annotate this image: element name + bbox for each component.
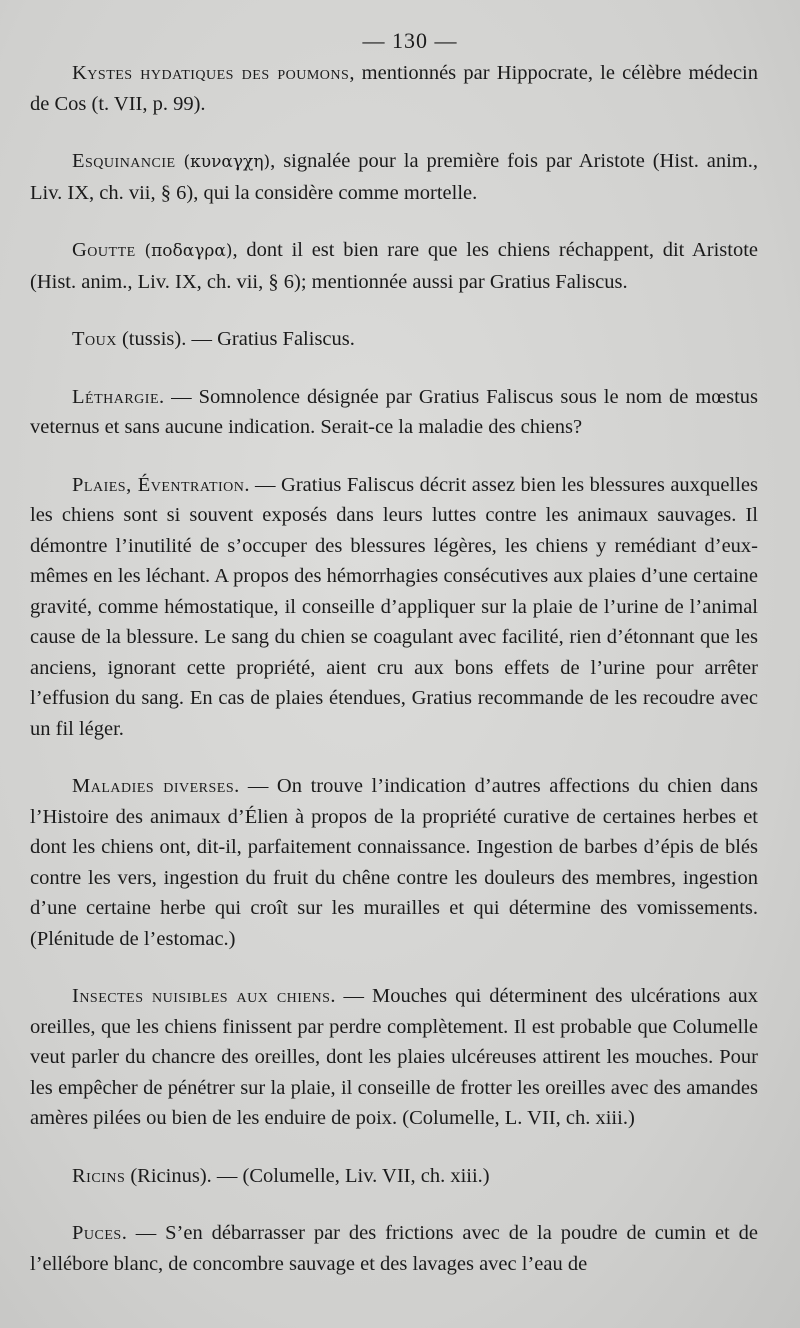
page-number: — 130 — <box>362 28 458 53</box>
heading-puces: Puces <box>72 1222 122 1244</box>
text-ricins: (Ricinus). — (Columelle, Liv. VII, ch. xiii.) <box>125 1164 490 1187</box>
heading-plaies: Plaies, Éventration <box>72 473 245 496</box>
greek-esquinancie: (κυναγχη) <box>183 152 271 172</box>
text-lethargie: . — Somnolence désignée par Gratius Faliscus sous le nom de mœstus veternus et sans aucune indication. Serait-ce la maladie des chiens? <box>30 385 758 438</box>
heading-maladies: Maladies diverses <box>72 775 235 797</box>
text-toux: (tussis). — Gratius Faliscus. <box>116 328 355 350</box>
text-goutte: , dont il est bien rare que les chiens réchappent, dit Aristote (Hist. anim., Liv. IX, ch. vii, § 6); mentionnée aussi par Gratius Faliscus. <box>30 239 759 293</box>
heading-esquinancie: Esquinancie <box>72 150 176 172</box>
paragraph-puces <box>30 1218 758 1279</box>
heading-ricins: Ricins <box>72 1164 126 1187</box>
heading-toux: Toux <box>72 328 117 350</box>
text-kystes: , mentionnés par Hippocrate, le célèbre médecin de Cos (t. VII, p. 99). <box>30 62 758 115</box>
page-body <box>30 58 758 1306</box>
heading-kystes: Kystes hydatiques des poumons <box>72 62 350 84</box>
heading-insectes: Insectes nuisibles aux chiens <box>72 985 331 1007</box>
paragraph-goutte <box>30 235 758 297</box>
heading-lethargie: Léthargie <box>72 385 160 408</box>
paragraph-esquinancie <box>30 146 758 208</box>
text-maladies: . — On trouve l’indication d’autres affections du chien dans l’Histoire des animaux d’Élien à propos de la propriété curative de certaines herbes et dont les chiens ont, dit-il, parfaitement connaissance. Ingestion de barbes d’épis de blés contre les vers, ingestion du fruit du chêne contre les douleurs des membres, ingestion d’une certaine herbe qui croît sur les murailles et qui détermine des vomissements. (Plénitude de l’estomac.) <box>30 775 758 950</box>
text-insectes: . — Mouches qui déterminent des ulcérations aux oreilles, que les chiens finissent par perdre complètement. Il est probable que Columelle veut parler du chancre des oreilles, dont les plaies ulcéreuses attirent les mouches. Pour les empêcher de pénétrer sur la plaie, il conseille de frotter les oreilles avec des amandes amères pilées ou bien de les enduire de poix. (Columelle, L. VII, ch. xiii.) <box>30 985 758 1129</box>
paragraph-kystes <box>30 58 758 119</box>
text-esquinancie: , signalée pour la première fois par Aristote (Hist. anim., Liv. IX, ch. vii, § 6), qui la considère comme mortelle. <box>30 150 758 204</box>
text-plaies: . — Gratius Faliscus décrit assez bien les blessures auxquelles les chiens sont si souvent exposés dans leurs luttes contre les animaux sauvages. Il démontre l’inutilité de s’occuper des blessures légères, les chiens y remédiant d’eux-mêmes en les léchant. A propos des hémorrhagies consécutives aux plaies d’une certaine gravité, comme hémostatique, il conseille d’appliquer sur la plaie de l’urine de l’animal cause de la blessure. Le sang du chien se coagulant avec facilité, rien d’étonnant que les anciens, ignorant cette propriété, aient cru aux bons effets de l’urine pour arrêter l’effusion du sang. En cas de plaies étendues, Gratius recommande de les recoudre avec un fil léger. <box>30 473 758 740</box>
greek-goutte: (ποδαγρα) <box>144 241 233 261</box>
paragraph-lethargie <box>30 382 758 443</box>
text-puces: . — S’en débarrasser par des frictions avec de la poudre de cumin et de l’ellébore blanc, de concombre sauvage et des lavages avec l’eau de <box>30 1222 758 1275</box>
paragraph-toux <box>30 324 758 355</box>
paragraph-plaies <box>30 470 758 745</box>
heading-goutte: Goutte <box>72 239 136 261</box>
paragraph-maladies <box>30 771 758 954</box>
paragraph-ricins <box>30 1161 758 1192</box>
paragraph-insectes <box>30 981 758 1134</box>
